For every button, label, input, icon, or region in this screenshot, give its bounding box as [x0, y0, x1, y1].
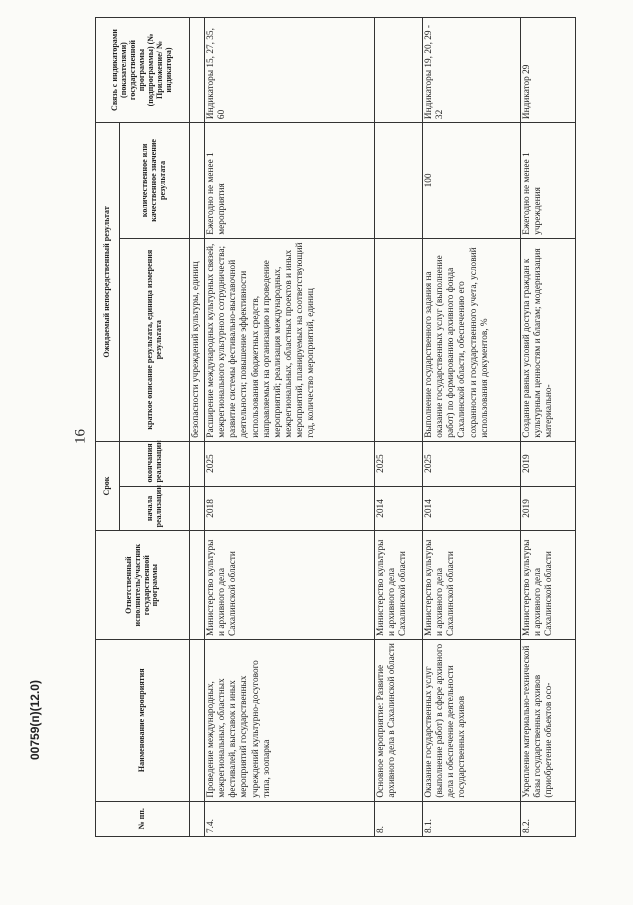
header-name: Наименование мероприятия — [96, 639, 190, 801]
cell-start: 2014 — [423, 486, 521, 531]
cell-num: 8.2. — [521, 801, 576, 836]
cell-link: Индикаторы 15, 27, 35, 60 — [205, 18, 375, 123]
header-link: Связь с индикаторами (показателями) государственной программы (подпрограммы) (№ Приложение/ № индикатора) — [96, 18, 190, 123]
header-start: начала реализации — [120, 486, 190, 531]
cell-responsible: Министерство культуры и архивного дела Сахалинской области — [423, 531, 521, 640]
cell-num: 7.4. — [205, 801, 375, 836]
cell-end: 2025 — [423, 441, 521, 486]
cell-responsible: Министерство культуры и архивного дела Сахалинской области — [205, 531, 375, 640]
cell-num: 8. — [375, 801, 423, 836]
cell-start: 2014 — [375, 486, 423, 531]
cell-quant — [190, 123, 205, 239]
header-num: № пп. — [96, 801, 190, 836]
cell-num — [190, 801, 205, 836]
cell-end: 2019 — [521, 441, 576, 486]
cell-quant — [375, 123, 423, 239]
cell-end: 2025 — [205, 441, 375, 486]
header-end: окончания реализации — [120, 441, 190, 486]
cell-responsible: Министерство культуры и архивного дела Сахалинской области — [521, 531, 576, 640]
cell-start: 2019 — [521, 486, 576, 531]
cell-responsible: Министерство культуры и архивного дела Сахалинской области — [375, 531, 423, 640]
cell-quant: Ежегодно не менее 1 мероприятия — [205, 123, 375, 239]
cell-name: Основное мероприятие: Развитие архивного дела в Сахалинской области — [375, 639, 423, 801]
cell-end: 2025 — [375, 441, 423, 486]
cell-num: 8.1. — [423, 801, 521, 836]
cell-desc: Создание равных условий доступа граждан к культурным ценностям и благам; модернизация материально- — [521, 238, 576, 441]
cell-name: Проведение международных, межрегиональных, областных фестивалей, выставок и иных мероприятий государственных учреждений культурно-досугового типа, зоопарка — [205, 639, 375, 801]
cell-end — [190, 441, 205, 486]
cell-name: Оказание государственных услуг (выполнение работ) в сфере архивного дела и обеспечение деятельности государственных архивов — [423, 639, 521, 801]
cell-quant: 100 — [423, 123, 521, 239]
cell-desc — [375, 238, 423, 441]
page-number: 16 — [72, 429, 89, 444]
header-quant: количественное или качественное значение результата — [120, 123, 190, 239]
header-responsible: Ответственный исполнитель/участник государственной программы — [96, 531, 190, 640]
cell-desc: безопасности учреждений культуры, единиц — [190, 238, 205, 441]
table-row — [190, 18, 205, 837]
table-row — [423, 18, 521, 837]
document-code: 00759(п)(12.0) — [28, 680, 42, 760]
cell-link — [190, 18, 205, 123]
cell-desc: Расширение международных культурных связей, межрегионального культурного сотрудничества; развитие системы фестивально-выставочной деятельности; повышение эффективности использования бюджетных средств, направляемых на организацию и проведение мероприятий; реализация международных, межрегиональных, областных проектов и иных мероприятий, планируемых на соответствующий год, количество мероприятий, единиц — [205, 238, 375, 441]
header-short-desc: краткое описание результата, единица измерения результата — [120, 238, 190, 441]
measures-table — [95, 17, 576, 837]
cell-start: 2018 — [205, 486, 375, 531]
table-row — [205, 18, 375, 837]
cell-link: Индикатор 29 — [521, 18, 576, 123]
cell-name — [190, 639, 205, 801]
cell-start — [190, 486, 205, 531]
table-row — [375, 18, 423, 837]
cell-desc: Выполнение государственного задания на оказание государственных услуг (выполнение работ) по формированию архивного фонда Сахалинской области, обеспечению его сохранности и государственного учета, условий использования документов, % — [423, 238, 521, 441]
cell-responsible — [190, 531, 205, 640]
rotated-table-container — [95, 17, 617, 837]
cell-quant: Ежегодно не менее 1 учреждения — [521, 123, 576, 239]
header-expected: Ожидаемый непосредственный результат — [96, 123, 120, 442]
table-row — [521, 18, 576, 837]
cell-link: Индикаторы 19, 20, 29 - 32 — [423, 18, 521, 123]
header-term: Срок — [96, 441, 120, 531]
cell-name: Укрепление материально-технической базы государственных архивов (приобретение объектов осо- — [521, 639, 576, 801]
cell-link — [375, 18, 423, 123]
